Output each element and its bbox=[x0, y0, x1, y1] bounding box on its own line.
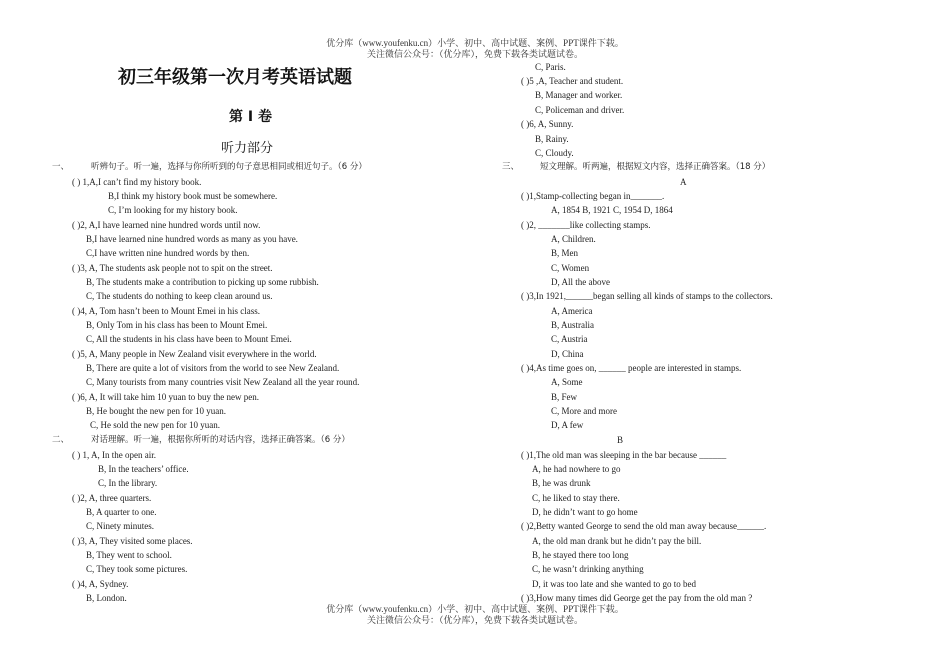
question-6-option-a: ( )6, A, It will take him 10 yuan to buy the new pen. bbox=[72, 392, 259, 402]
dialogue-1-option-c: C, In the library. bbox=[98, 478, 158, 488]
passage-a-question-2-option-c: C, Women bbox=[551, 263, 590, 273]
dialogue-2-option-a: ( )2, A, three quarters. bbox=[72, 493, 152, 503]
passage-b-question-2-option-d: D, it was too late and she wanted to go to bed bbox=[532, 579, 696, 589]
passage-a-question-1: ( )1,Stamp-collecting began in_______. bbox=[521, 191, 665, 201]
header-line-1: 优分库（www.youfenku.cn）小学、初中、高中试题、案例、PPT课件下载。 bbox=[326, 38, 624, 48]
passage-a-question-4-option-b: B, Few bbox=[551, 392, 578, 402]
header-line-2: 关注微信公众号：（优分库），免费下载各类试题试卷。 bbox=[366, 49, 583, 59]
dialogue-1-option-a: ( ) 1, A, In the open air. bbox=[72, 450, 156, 460]
passage-a-question-4-option-a: A, Some bbox=[551, 377, 583, 387]
dialogue-2-option-c: C, Ninety minutes. bbox=[86, 521, 154, 531]
passage-a-question-2-option-b: B, Men bbox=[551, 248, 578, 258]
dialogue-5-option-c: C, Policeman and driver. bbox=[535, 105, 625, 115]
section-2-instructions: 对话理解。听一遍，根据你所听的对话内容，选择正确答案。（6 分） bbox=[91, 435, 350, 445]
question-6-option-b: B, He bought the new pen for 10 yuan. bbox=[86, 406, 226, 416]
passage-a-question-3-option-b: B, Australia bbox=[551, 320, 594, 330]
passage-a-question-2-option-a: A, Children. bbox=[551, 234, 596, 244]
question-4-option-c: C, All the students in his class have been to Mount Emei. bbox=[86, 334, 292, 344]
question-1-option-b: B,I think my history book must be somewhere. bbox=[108, 191, 278, 201]
passage-a-question-3: ( )3,In 1921,______began selling all kinds of stamps to the collectors. bbox=[521, 291, 773, 301]
section-2-number: 二、 bbox=[52, 435, 70, 445]
passage-a-question-2: ( )2, _______like collecting stamps. bbox=[521, 220, 651, 230]
question-1-option-a: ( ) 1,A,I can’t find my history book. bbox=[72, 177, 202, 187]
passage-a-question-3-option-d: D, China bbox=[551, 349, 584, 359]
passage-a-question-2-option-d: D, All the above bbox=[551, 277, 610, 287]
dialogue-6-option-b: B, Rainy. bbox=[535, 134, 569, 144]
page-header bbox=[0, 38, 950, 60]
question-6-option-c: C, He sold the new pen for 10 yuan. bbox=[90, 420, 220, 430]
passage-b-question-1-option-b: B, he was drunk bbox=[532, 478, 591, 488]
passage-a-question-4-option-c: C, More and more bbox=[551, 406, 617, 416]
passage-a-question-4: ( )4,As time goes on, ______ people are interested in stamps. bbox=[521, 363, 742, 373]
section-1-instructions: 听辨句子。听一遍，选择与你所听到的句子意思相同或相近句子。（6 分） bbox=[91, 162, 367, 172]
question-2-option-a: ( )2, A,I have learned nine hundred words until now. bbox=[72, 220, 261, 230]
question-4-option-a: ( )4, A, Tom hasn’t been to Mount Emei in his class. bbox=[72, 306, 261, 316]
question-1-option-c: C, I’m looking for my history book. bbox=[108, 205, 238, 215]
passage-b-question-2-option-a: A, the old man drank but he didn’t pay the bill. bbox=[532, 536, 702, 546]
dialogue-1-option-b: B, In the teachers’ office. bbox=[98, 464, 189, 474]
passage-b-question-2: ( )2,Betty wanted George to send the old man away because______. bbox=[521, 521, 767, 531]
part-heading: 听力部分 bbox=[221, 141, 274, 156]
passage-a-question-1-options: A, 1854 B, 1921 C, 1954 D, 1864 bbox=[551, 205, 673, 215]
footer-line-2: 关注微信公众号：（优分库），免费下载各类试题试卷。 bbox=[366, 615, 583, 625]
page-footer bbox=[0, 604, 950, 626]
dialogue-5-option-b: B, Manager and worker. bbox=[535, 90, 623, 100]
passage-b-label: B bbox=[617, 435, 624, 445]
question-4-option-b: B, Only Tom in his class has been to Mount Emei. bbox=[86, 320, 268, 330]
section-3-instructions: 短文理解。听两遍，根据短文内容，选择正确答案。（18 分） bbox=[540, 162, 771, 172]
question-5-option-c: C, Many tourists from many countries visit New Zealand all the year round. bbox=[86, 377, 360, 387]
question-2-option-c: C,I have written nine hundred words by then. bbox=[86, 248, 250, 258]
dialogue-4-option-a: ( )4, A, Sydney. bbox=[72, 579, 129, 589]
dialogue-4-option-c: C, Paris. bbox=[535, 62, 566, 72]
passage-a-question-4-option-d: D, A few bbox=[551, 420, 584, 430]
exam-title: 初三年级第一次月考英语试题 bbox=[118, 67, 352, 88]
passage-a-question-3-option-c: C, Austria bbox=[551, 334, 588, 344]
passage-b-question-1-option-a: A, he had nowhere to go bbox=[532, 464, 621, 474]
passage-b-question-1: ( )1,The old man was sleeping in the bar because ______ bbox=[521, 450, 727, 460]
question-2-option-b: B,I have learned nine hundred words as many as you have. bbox=[86, 234, 298, 244]
dialogue-4-option-b: B, London. bbox=[86, 593, 127, 603]
section-3-number: 三、 bbox=[502, 162, 520, 172]
question-5-option-a: ( )5, A, Many people in New Zealand visit everywhere in the world. bbox=[72, 349, 317, 359]
dialogue-3-option-a: ( )3, A, They visited some places. bbox=[72, 536, 193, 546]
passage-b-question-1-option-d: D, he didn’t want to go home bbox=[532, 507, 638, 517]
section-1-number: 一、 bbox=[52, 162, 70, 172]
footer-line-1: 优分库（www.youfenku.cn）小学、初中、高中试题、案例、PPT课件下载。 bbox=[326, 604, 624, 614]
dialogue-3-option-c: C, They took some pictures. bbox=[86, 564, 188, 574]
dialogue-6-option-a: ( )6, A, Sunny. bbox=[521, 119, 574, 129]
passage-a-question-3-option-a: A, America bbox=[551, 306, 593, 316]
passage-b-question-2-option-c: C, he wasn’t drinking anything bbox=[532, 564, 644, 574]
dialogue-5-option-a: ( )5 ,A, Teacher and student. bbox=[521, 76, 624, 86]
volume-heading: 第 Ⅰ 卷 bbox=[229, 109, 272, 125]
dialogue-3-option-b: B, They went to school. bbox=[86, 550, 172, 560]
question-3-option-b: B, The students make a contribution to picking up some rubbish. bbox=[86, 277, 319, 287]
passage-b-question-2-option-b: B, he stayed there too long bbox=[532, 550, 629, 560]
passage-a-label: A bbox=[680, 177, 687, 187]
question-3-option-a: ( )3, A, The students ask people not to spit on the street. bbox=[72, 263, 273, 273]
dialogue-2-option-b: B, A quarter to one. bbox=[86, 507, 157, 517]
passage-b-question-3: ( )3,How many times did George get the pay from the old man ? bbox=[521, 593, 753, 603]
passage-b-question-1-option-c: C, he liked to stay there. bbox=[532, 493, 620, 503]
question-5-option-b: B, There are quite a lot of visitors from the world to see New Zealand. bbox=[86, 363, 340, 373]
question-3-option-c: C, The students do nothing to keep clean around us. bbox=[86, 291, 273, 301]
dialogue-6-option-c: C, Cloudy. bbox=[535, 148, 574, 158]
